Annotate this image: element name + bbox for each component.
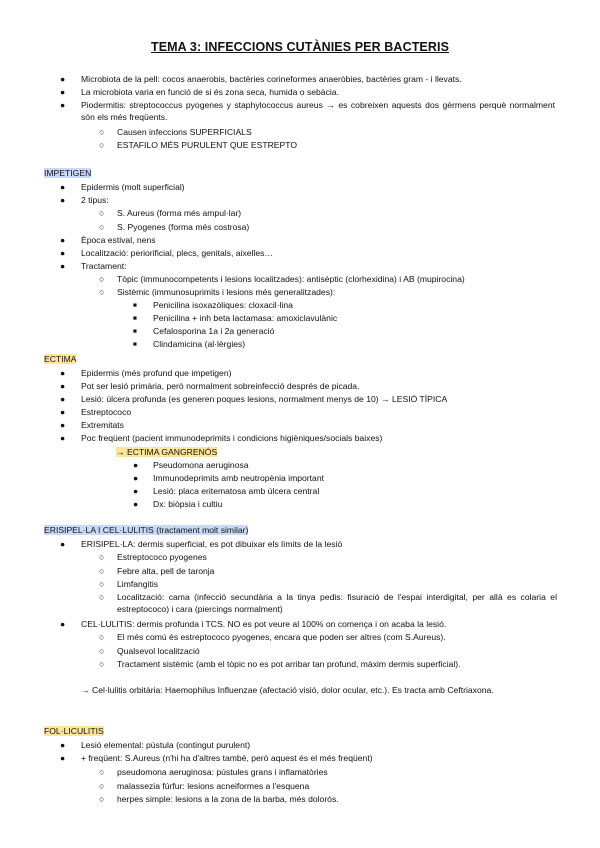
- impetigen-line: Epidermis (molt superficial): [81, 182, 185, 192]
- ectima-gangrenos-item: Dx: biòpsia i cultiu: [153, 499, 223, 509]
- ectima-gangrenos-item: Immunodeprimits amb neutropènia important: [153, 473, 325, 483]
- bullet-filled: ●: [60, 420, 66, 430]
- bullet-hollow: ○: [99, 659, 105, 669]
- bullet-filled: ●: [60, 248, 66, 258]
- bullet-filled: ●: [133, 486, 139, 496]
- ectima-gangrenos-item: Lesió: placa eritematosa amb úlcera central: [153, 486, 320, 496]
- erisipela-sub: El més comú és estreptococo pyogenes, encara que poden ser altres (com S.Aureus).: [117, 632, 446, 642]
- bullet-filled: ●: [60, 539, 66, 549]
- ectima-gangrenos-item: Pseudomona aeruginosa: [153, 460, 249, 470]
- bullet-filled: ●: [60, 394, 66, 404]
- ectima-line: Pot ser lesió primària, però normalment sobreinfecció després de picada.: [81, 381, 360, 391]
- cellulitis-orbitaria-note: → Cel·lulitis orbitària: Haemophilus Influenzae (afectació visió, dolor ocular, etc.). Es tracta amb Ceftriaxona.: [81, 685, 494, 695]
- ectima-gangrenos: [116, 446, 217, 458]
- intro-line-1: Microbiota de la pell: cocos anaerobis, bactèries corineformes anaeròbies, bactèries gram - i llevats.: [81, 74, 462, 84]
- bullet-filled: ●: [133, 499, 139, 509]
- bullet-hollow: ○: [99, 287, 105, 297]
- ectima-line: Epidermis (més profund que impetigen): [81, 368, 232, 378]
- bullet-filled: ●: [60, 407, 66, 417]
- bullet-hollow: ○: [99, 646, 105, 656]
- bullet-filled: ●: [60, 87, 66, 97]
- bullet-filled: ●: [60, 381, 66, 391]
- erisipela-line: CEL·LULITIS: dermis profunda i TCS. NO es pot veure al 100% on comença i on acaba la lesió.: [81, 619, 447, 629]
- bullet-hollow: ○: [99, 592, 105, 602]
- erisipela-sub: Estreptococo pyogenes: [117, 552, 207, 562]
- bullet-hollow: ○: [99, 566, 105, 576]
- ectima-line: Estreptococo: [81, 407, 132, 417]
- bullet-filled: ●: [60, 74, 66, 84]
- bullet-hollow: ○: [99, 794, 105, 804]
- bullet-filled: ●: [60, 100, 66, 110]
- bullet-hollow: ○: [99, 208, 105, 218]
- erisipela-sub: Tractament sistèmic (amb el tòpic no es pot arribar tan profund, màxim dermis superficial).: [117, 659, 461, 669]
- folliculitis-sub: herpes simple: lesions a la zona de la barba, més dolorós.: [117, 794, 339, 804]
- folliculitis-line: + freqüent: S.Aureus (n'hi ha d'altres també, però aquest és el més freqüent): [81, 753, 373, 763]
- bullet-filled: ●: [60, 740, 66, 750]
- impetigen-sub: S. Pyogenes (forma més costrosa): [117, 222, 250, 232]
- section-heading-erisipela: [44, 524, 248, 536]
- bullet-filled: ●: [60, 261, 66, 271]
- intro-line-3: Piodermitis: streptococcus pyogenes y staphylococcus aureus → es cobreixen aquests dos gèrmens perquè normalment són els més freqüents.: [81, 100, 555, 122]
- section-heading-folliculitis: [44, 725, 104, 737]
- bullet-filled: ●: [60, 182, 66, 192]
- bullet-hollow: ○: [99, 781, 105, 791]
- bullet-filled: ●: [133, 473, 139, 483]
- erisipela-sub: Localització: cama (infecció secundària a la tinya pedis: fisuració de l'espai interdigital, per allà es colaria el estreptococo) i cara (piercings normalment): [117, 592, 557, 614]
- bullet-filled: ●: [133, 460, 139, 470]
- folliculitis-heading-text: FOL·LICULITIS: [44, 726, 104, 736]
- intro-sub-1: Causen infeccions SUPERFICIALS: [117, 127, 252, 137]
- bullet-hollow: ○: [99, 579, 105, 589]
- bullet-square: ■: [133, 328, 137, 335]
- ectima-line: Poc freqüent (pacient immunodeprimits i condicions higièniques/socials baixes): [81, 433, 383, 443]
- bullet-filled: ●: [60, 753, 66, 763]
- impetigen-line: Època estival, nens: [81, 235, 156, 245]
- impetigen-subsub: Clindamicina (al·lèrgies): [153, 339, 246, 349]
- bullet-hollow: ○: [99, 127, 105, 137]
- page-title: TEMA 3: INFECCIONS CUTÀNIES PER BACTERIS: [151, 40, 449, 54]
- impetigen-line: 2 tipus:: [81, 195, 109, 205]
- folliculitis-sub: malassezia fúrfur: lesions acneiformes a l'esquena: [117, 781, 310, 791]
- bullet-hollow: ○: [99, 140, 105, 150]
- erisipela-line: ERISIPEL·LA: dermis superficial, es pot dibuixar els límits de la lesió: [81, 539, 343, 549]
- bullet-hollow: ○: [99, 222, 105, 232]
- impetigen-subsub: Cefalosporina 1a i 2a generació: [153, 326, 275, 336]
- erisipela-heading-text: ERISIPEL·LA I CEL·LULITIS (tractament molt similar): [44, 525, 249, 535]
- bullet-hollow: ○: [99, 552, 105, 562]
- impetigen-subsub: Penicilina isoxazòliques: cloxacil·lina: [153, 300, 293, 310]
- bullet-filled: ●: [60, 235, 66, 245]
- ectima-heading-text: ECTIMA: [44, 354, 77, 364]
- impetigen-heading-text: IMPETIGEN: [44, 168, 92, 178]
- impetigen-line: Tractament:: [81, 261, 127, 271]
- bullet-hollow: ○: [99, 274, 105, 284]
- erisipela-sub: Qualsevol localització: [117, 646, 200, 656]
- section-heading-impetigen: [44, 167, 91, 179]
- bullet-hollow: ○: [99, 632, 105, 642]
- erisipela-sub: Febre alta, pell de taronja: [117, 566, 215, 576]
- ectima-line: Lesió: úlcera profunda (es generen poques lesions, normalment menys de 10) → LESIÓ TÍPICA: [81, 394, 448, 404]
- bullet-filled: ●: [60, 195, 66, 205]
- bullet-square: ■: [133, 315, 137, 322]
- bullet-hollow: ○: [99, 767, 105, 777]
- impetigen-sub: Sistèmic (immunosuprimits i lesions més generalitzades):: [117, 287, 336, 297]
- folliculitis-sub: pseudomona aeruginosa: pústules grans i inflamatòries: [117, 767, 328, 777]
- impetigen-sub: S. Aureus (forma més ampul·lar): [117, 208, 242, 218]
- intro-line-2: La microbiota varia en funció de si és zona seca, humida o sebàcia.: [81, 87, 339, 97]
- bullet-square: ■: [133, 302, 137, 309]
- bullet-filled: ●: [60, 433, 66, 443]
- ectima-line: Extremitats: [81, 420, 124, 430]
- impetigen-subsub: Penicilina + inh beta lactamasa: amoxiclavulànic: [153, 313, 338, 323]
- bullet-filled: ●: [60, 619, 66, 629]
- impetigen-line: Localització: periorificial, plecs, genitals, aixelles…: [81, 248, 274, 258]
- erisipela-sub: Limfangitis: [117, 579, 159, 589]
- intro-sub-2: ESTAFILO MÉS PURULENT QUE ESTREPTO: [117, 140, 298, 150]
- impetigen-sub: Tòpic (immunocompetents i lesions localitzades): antisèptic (clorhexidina) i AB (mupirocina): [117, 274, 465, 284]
- bullet-square: ■: [133, 341, 137, 348]
- ectima-gangrenos-text: → ECTIMA GANGRENÓS: [116, 447, 218, 457]
- bullet-filled: ●: [60, 368, 66, 378]
- section-heading-ectima: [44, 353, 76, 365]
- folliculitis-line: Lesió elemental: pústula (contingut purulent): [81, 740, 251, 750]
